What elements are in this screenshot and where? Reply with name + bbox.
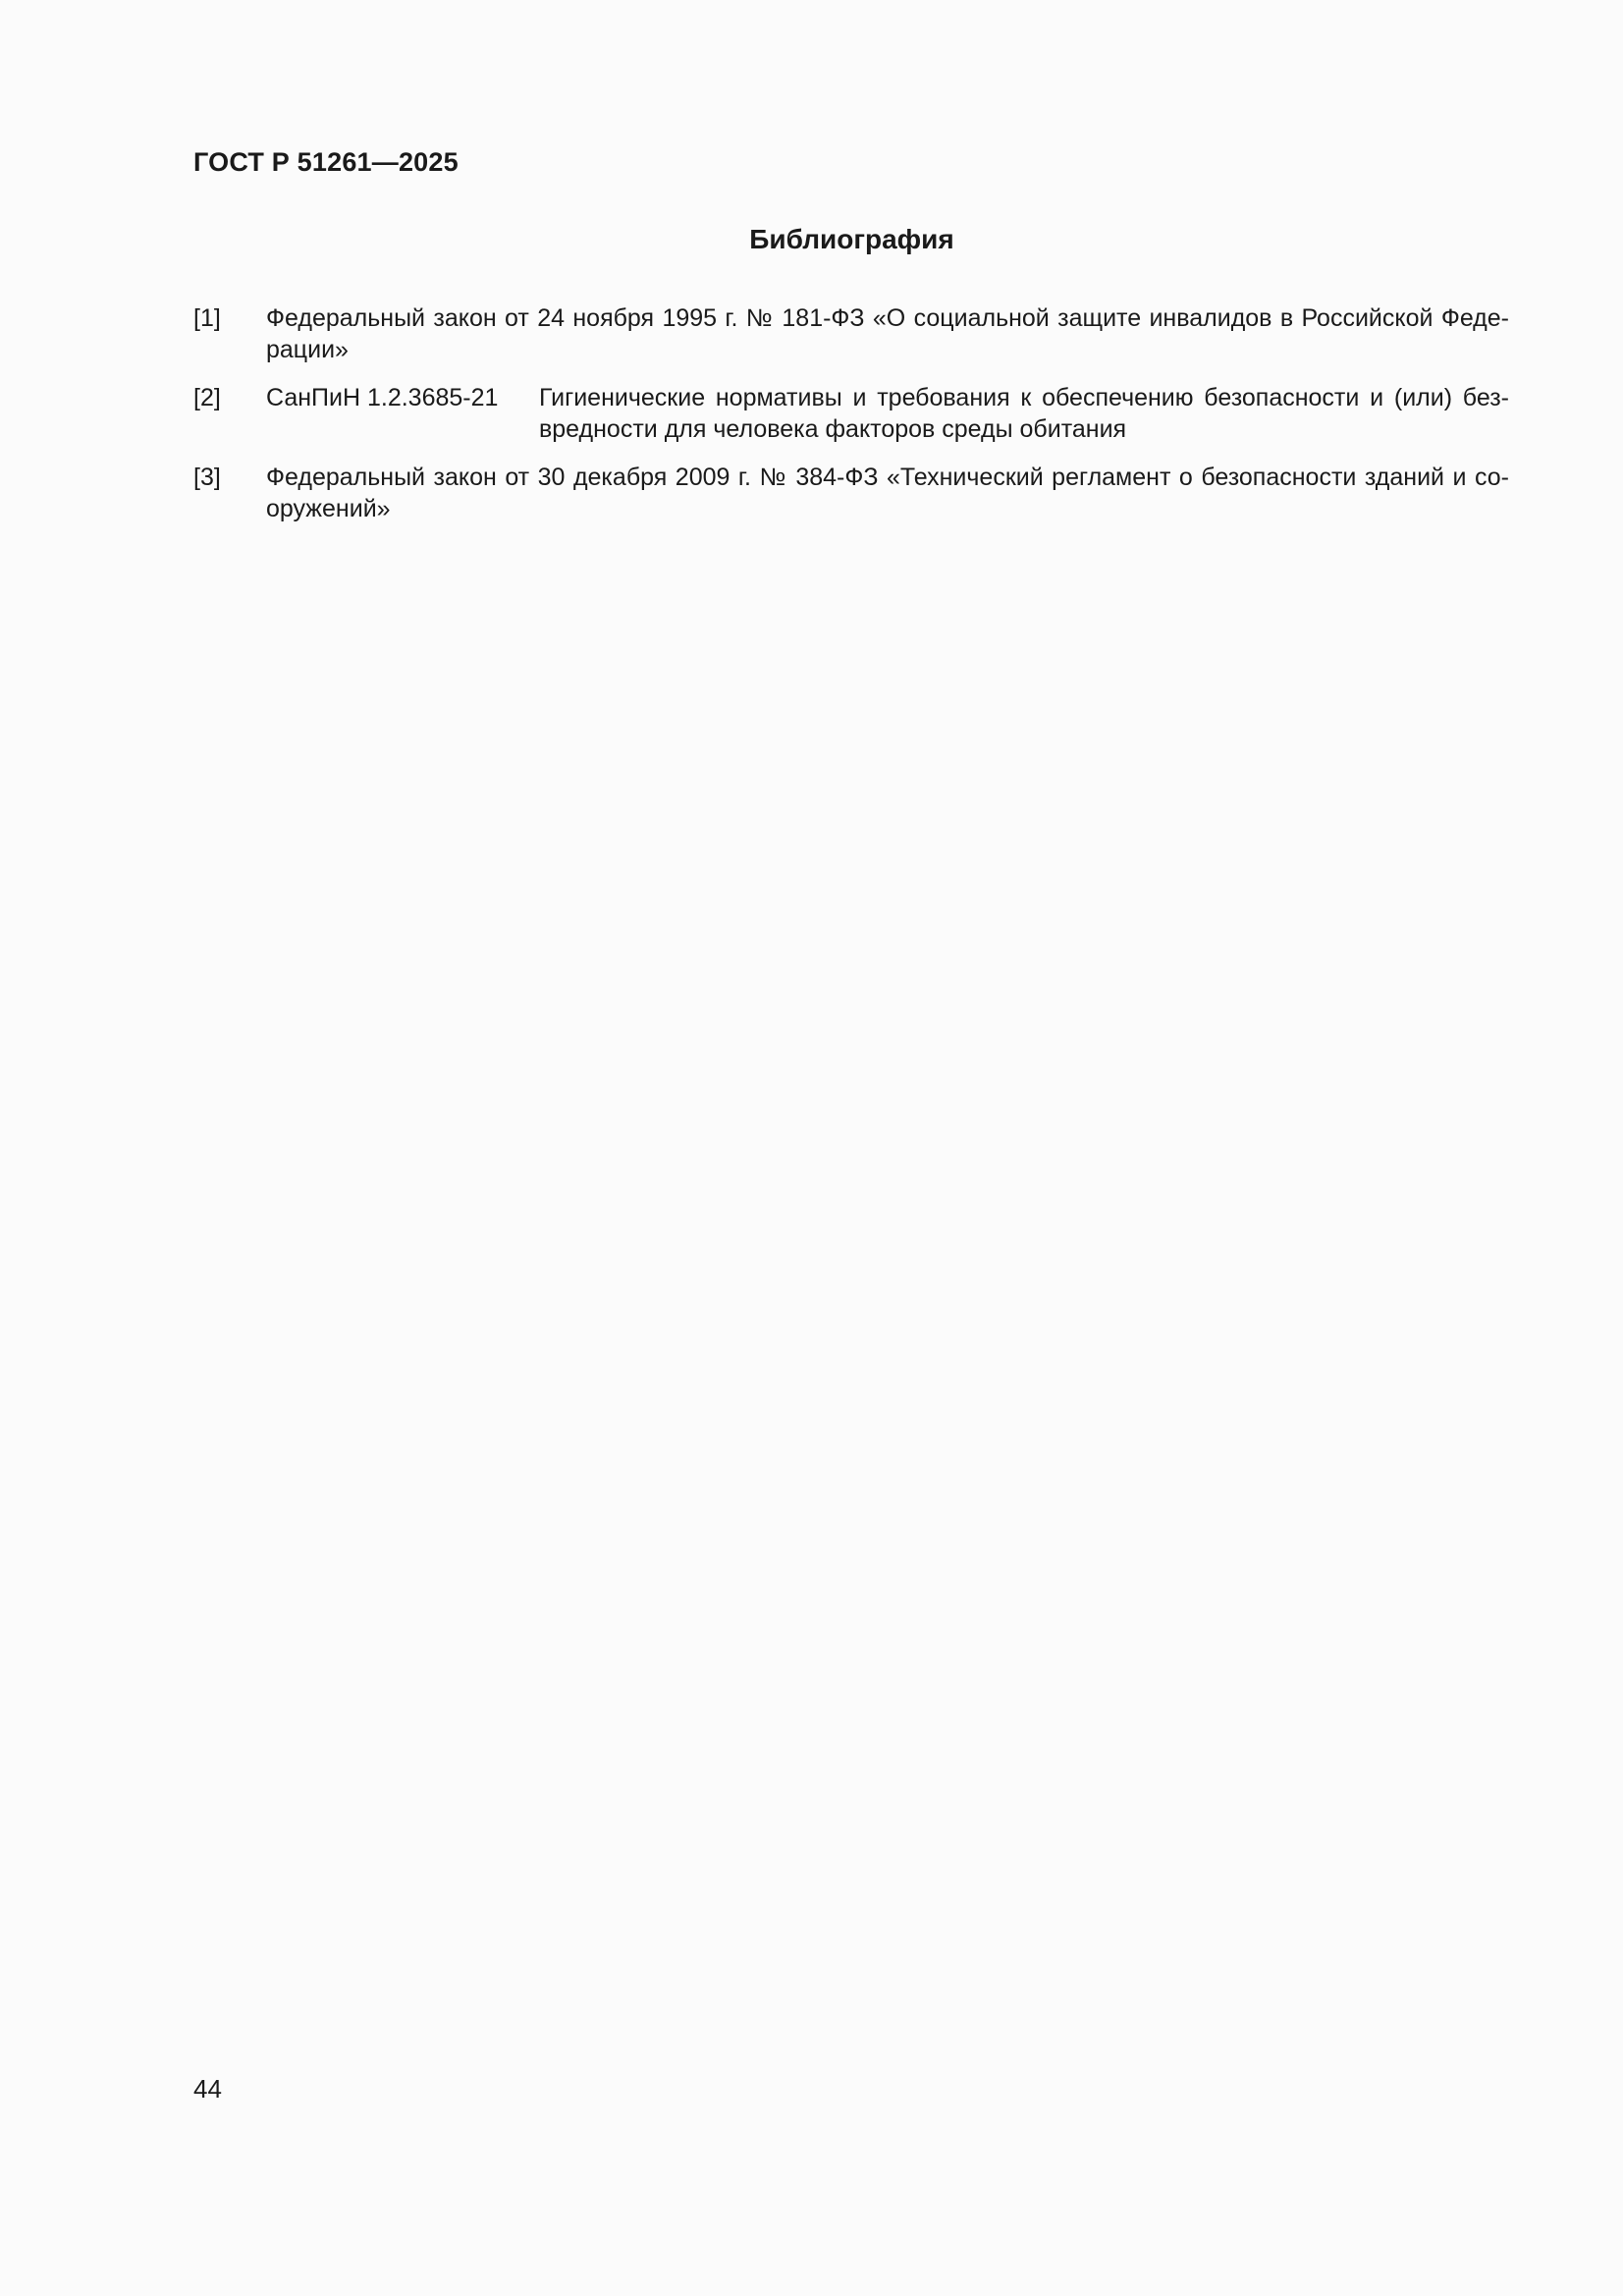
bibliography-heading: Библиография [749,224,954,254]
entry-code: СанПиН 1.2.3685-21 [266,384,499,411]
bibliography-entry-3 [193,462,1509,524]
entry-number: [1] [193,304,221,332]
document-code-header: ГОСТ Р 51261—2025 [193,147,459,177]
entry-number: [3] [193,464,221,491]
entry-text: Федеральный закон от 30 декабря 2009 г. № 384-ФЗ «Технический регламент о безопасности зданий и со-оружений» [266,464,1509,522]
page-number: 44 [193,2074,222,2104]
bibliography-entry-2 [193,382,1509,445]
bibliography-entry-1 [193,302,1509,365]
bibliography-list [193,302,1509,541]
entry-number: [2] [193,384,221,411]
entry-text: Гигиенические нормативы и требования к обеспечению безопасности и (или) без-вредности для человека факторов среды обитания [539,384,1509,443]
entry-text: Федеральный закон от 24 ноября 1995 г. № 181-ФЗ «О социальной защите инвалидов в Российской Феде-рации» [266,304,1509,363]
